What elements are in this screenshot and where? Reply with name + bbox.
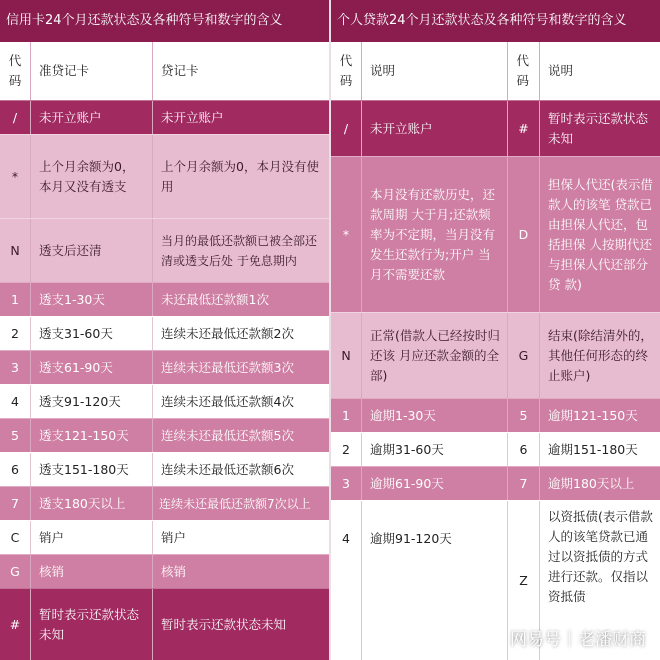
row-code-1: *	[342, 227, 350, 242]
row-code-2: 6	[507, 433, 539, 467]
table-row	[0, 282, 329, 317]
row-description-2: 逾期121-150天	[539, 399, 660, 433]
row-quasi-credit-desc: 透支61-90天	[30, 351, 152, 385]
row-description-2: 结束(除结清外的，其他任何形态的终止账户)	[539, 313, 660, 399]
row-quasi-credit-desc: 核销	[30, 555, 152, 589]
row-quasi-credit-desc: 透支1-30天	[30, 283, 152, 317]
personal-loan-table-title: 个人贷款24个月还款状态及各种符号和数字的含义	[331, 0, 660, 42]
header-code: 代码	[8, 53, 22, 88]
table-row	[331, 466, 660, 501]
row-code-1: 1	[342, 408, 350, 423]
row-quasi-credit-desc: 透支91-120天	[30, 385, 152, 419]
row-quasi-credit-desc: 透支121-150天	[30, 419, 152, 453]
row-credit-desc: 连续未还最低还款额6次	[152, 453, 329, 487]
row-description-1: 正常(借款人已经按时归还该 月应还款金额的全部)	[361, 313, 507, 399]
row-quasi-credit-desc: 透支后还清	[30, 219, 152, 283]
table-row	[0, 134, 329, 219]
watermark-text: 网易号｜老潘财商	[510, 630, 646, 650]
row-code-2: #	[507, 101, 539, 157]
row-description-1: 逾期61-90天	[361, 467, 507, 501]
row-code-1: 4	[342, 531, 350, 546]
row-quasi-credit-desc: 销户	[30, 521, 152, 555]
row-description-2: 以资抵债(表示借款人的该笔贷款已通过以资抵债的方式进行还款。仅指以资抵债	[539, 501, 660, 660]
table-header-row	[0, 42, 329, 100]
table-row	[331, 156, 660, 313]
row-credit-desc: 暂时表示还款状态未知	[152, 589, 329, 660]
row-description-2: 逾期180天以上	[539, 467, 660, 501]
table-row	[331, 100, 660, 157]
row-code: #	[9, 617, 21, 632]
row-credit-desc: 核销	[152, 555, 329, 589]
row-quasi-credit-desc: 透支180天以上	[30, 487, 152, 521]
table-row	[331, 398, 660, 433]
row-code: 4	[11, 394, 19, 409]
table-row	[0, 554, 329, 589]
row-code: 7	[11, 496, 19, 511]
row-description-2: 担保人代还(表示借款人的该笔 贷款已由担保人代还，包括担保 人按期代还与担保人代还部分贷 款)	[539, 157, 660, 313]
row-credit-desc: 连续未还最低还款额3次	[152, 351, 329, 385]
row-code-2: D	[507, 157, 539, 313]
row-code-2: 7	[507, 467, 539, 501]
table-row	[0, 100, 329, 135]
row-quasi-credit-desc: 上个月余额为0，本月又没有透支	[30, 135, 152, 219]
row-code-1: 2	[342, 442, 350, 457]
row-credit-desc: 连续未还最低还款额5次	[152, 419, 329, 453]
row-description-2: 暂时表示还款状态未知	[539, 101, 660, 157]
table-row	[0, 486, 329, 521]
row-code: C	[10, 530, 20, 545]
row-credit-desc: 销户	[152, 521, 329, 555]
row-quasi-credit-desc: 透支31-60天	[30, 317, 152, 351]
header-code-1: 代码	[339, 53, 353, 88]
row-quasi-credit-desc: 未开立账户	[30, 101, 152, 135]
table-row	[0, 350, 329, 385]
credit-card-table-title: 信用卡24个月还款状态及各种符号和数字的含义	[0, 0, 329, 42]
table-row	[0, 520, 329, 555]
row-credit-desc: 连续未还最低还款额2次	[152, 317, 329, 351]
row-code: 3	[11, 360, 19, 375]
row-description-2: 逾期151-180天	[539, 433, 660, 467]
table-row	[0, 384, 329, 419]
row-code-1: 3	[342, 476, 350, 491]
table-row	[331, 432, 660, 467]
row-credit-desc: 上个月余额为0，本月没有使用	[152, 135, 329, 219]
header-code-2: 代码	[507, 42, 539, 100]
row-quasi-credit-desc: 暂时表示还款状态未知	[30, 589, 152, 660]
row-credit-desc: 连续未还最低还款额7次以上	[152, 487, 329, 521]
table-row	[331, 312, 660, 399]
credit-card-panel	[0, 0, 329, 660]
table-row	[0, 316, 329, 351]
row-code: 1	[11, 292, 19, 307]
table-row	[0, 452, 329, 487]
row-quasi-credit-desc: 透支151-180天	[30, 453, 152, 487]
row-credit-desc: 未还最低还款额1次	[152, 283, 329, 317]
row-code: 5	[11, 428, 19, 443]
header-description-1: 说明	[361, 42, 507, 100]
row-code: 2	[11, 326, 19, 341]
row-code-1: N	[341, 348, 351, 363]
row-code-1: /	[343, 121, 349, 136]
row-credit-desc: 当月的最低还款额已被全部还清或透支后处 于免息期内	[152, 219, 329, 283]
table-header-row	[331, 42, 660, 100]
row-description-1: 逾期1-30天	[361, 399, 507, 433]
table-row	[0, 418, 329, 453]
row-description-1: 逾期91-120天	[361, 501, 507, 660]
row-code: 6	[11, 462, 19, 477]
row-code-2: Z	[507, 501, 539, 660]
row-code-2: 5	[507, 399, 539, 433]
header-description-2: 说明	[539, 42, 660, 100]
row-credit-desc: 连续未还最低还款额4次	[152, 385, 329, 419]
row-code: G	[10, 564, 20, 579]
row-description-1: 逾期31-60天	[361, 433, 507, 467]
row-code: N	[10, 243, 20, 258]
row-credit-desc: 未开立账户	[152, 101, 329, 135]
row-description-1: 未开立账户	[361, 101, 507, 157]
personal-loan-panel	[331, 0, 660, 660]
row-code: *	[11, 169, 19, 184]
row-code: /	[12, 110, 18, 125]
header-credit-card: 贷记卡	[152, 42, 329, 100]
table-row	[0, 218, 329, 283]
row-description-1: 本月没有还款历史，还款周期 大于月;还款频率为不定期，当月没有发生还款行为;开户 当月不需要还款	[361, 157, 507, 313]
header-quasi-credit-card: 准贷记卡	[30, 42, 152, 100]
table-row	[0, 588, 329, 660]
row-code-2: G	[507, 313, 539, 399]
